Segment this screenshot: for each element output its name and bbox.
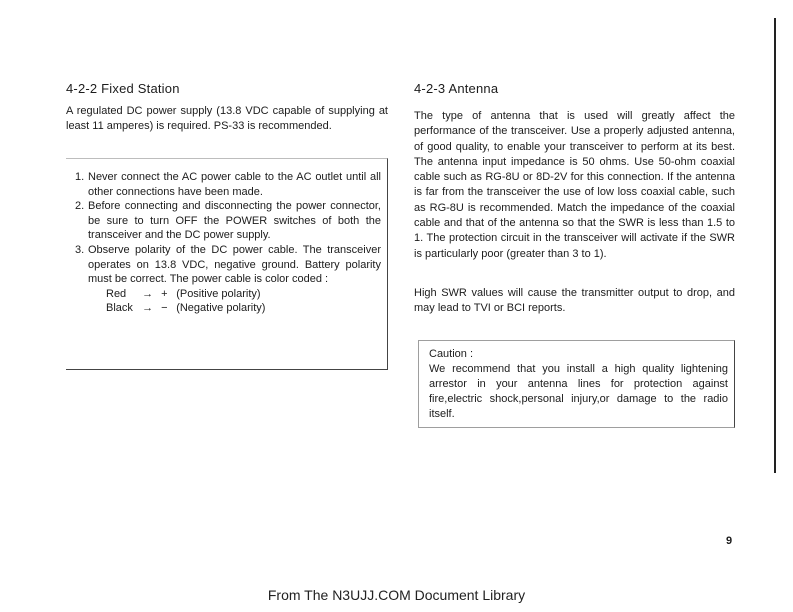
section-heading-antenna: 4-2-3 Antenna bbox=[414, 81, 499, 96]
caution-box bbox=[418, 340, 735, 428]
note-text: Observe polarity of the DC power cable. The transceiver operates on 13.8 VDC, negative ground. Battery polarity must be correct. The power cable is color coded : bbox=[88, 243, 381, 286]
polarity-line-red bbox=[66, 287, 381, 302]
polarity-line-black bbox=[66, 301, 381, 316]
polarity-sign: + bbox=[161, 287, 168, 300]
polarity-color: Black bbox=[106, 302, 133, 315]
arrow-right-icon: → bbox=[142, 302, 154, 315]
notes-box bbox=[66, 158, 388, 370]
note-number: 2. bbox=[75, 200, 85, 213]
caution-text: We recommend that you install a high quality lightening arrestor in your antenna lines for protection against fire,electric shock,personal injury,or damage to the radio itself. bbox=[429, 363, 728, 420]
antenna-body: The type of antenna that is used will greatly affect the performance of the transceiver. Use a properly adjusted antenna, of good quality, to enable your transceiver to perform at its best. The antenna input impedance is 50 ohms. Use 50-ohm coaxial cable such as RG-8U or 8D-2V for this connection. If the antenna is far from the transceiver the use of low loss coaxial cable, such as RG-8U is recommended. Match the impedance of the coaxial cable and that of the antenna so that the SWR is less than 1.5 to 1. The protection circuit in the transceiver will activate if the SWR is particularly poor (greater than 3 to 1). bbox=[414, 110, 735, 260]
polarity-desc: (Positive polarity) bbox=[176, 287, 261, 300]
binding-rule bbox=[774, 18, 776, 473]
polarity-desc: (Negative polarity) bbox=[176, 302, 266, 315]
arrow-right-icon: → bbox=[142, 287, 154, 300]
antenna-swr-note: High SWR values will cause the transmitter output to drop, and may lead to TVI or BCI reports. bbox=[414, 287, 735, 315]
notes-list bbox=[66, 170, 381, 287]
fixed-station-intro: A regulated DC power supply (13.8 VDC capable of supplying at least 11 amperes) is required. PS-33 is recommended. bbox=[66, 105, 388, 133]
note-text: Before connecting and disconnecting the power connector, be sure to turn OFF the POWER switches of both the transceiver and the DC power supply. bbox=[88, 200, 381, 242]
caution-title: Caution : bbox=[429, 348, 474, 360]
note-item bbox=[66, 199, 381, 243]
note-item bbox=[66, 170, 381, 199]
polarity-color: Red bbox=[106, 287, 127, 300]
page-number: 9 bbox=[726, 535, 733, 547]
note-text: Never connect the AC power cable to the AC outlet until all other connections have been made. bbox=[88, 171, 381, 198]
note-number: 1. bbox=[75, 171, 85, 183]
section-heading-fixed-station: 4-2-2 Fixed Station bbox=[66, 81, 180, 96]
note-number: 3. bbox=[75, 243, 85, 256]
polarity-sign: − bbox=[161, 302, 168, 315]
footer-credit: From The N3UJJ.COM Document Library bbox=[267, 587, 526, 603]
note-item bbox=[66, 243, 381, 287]
